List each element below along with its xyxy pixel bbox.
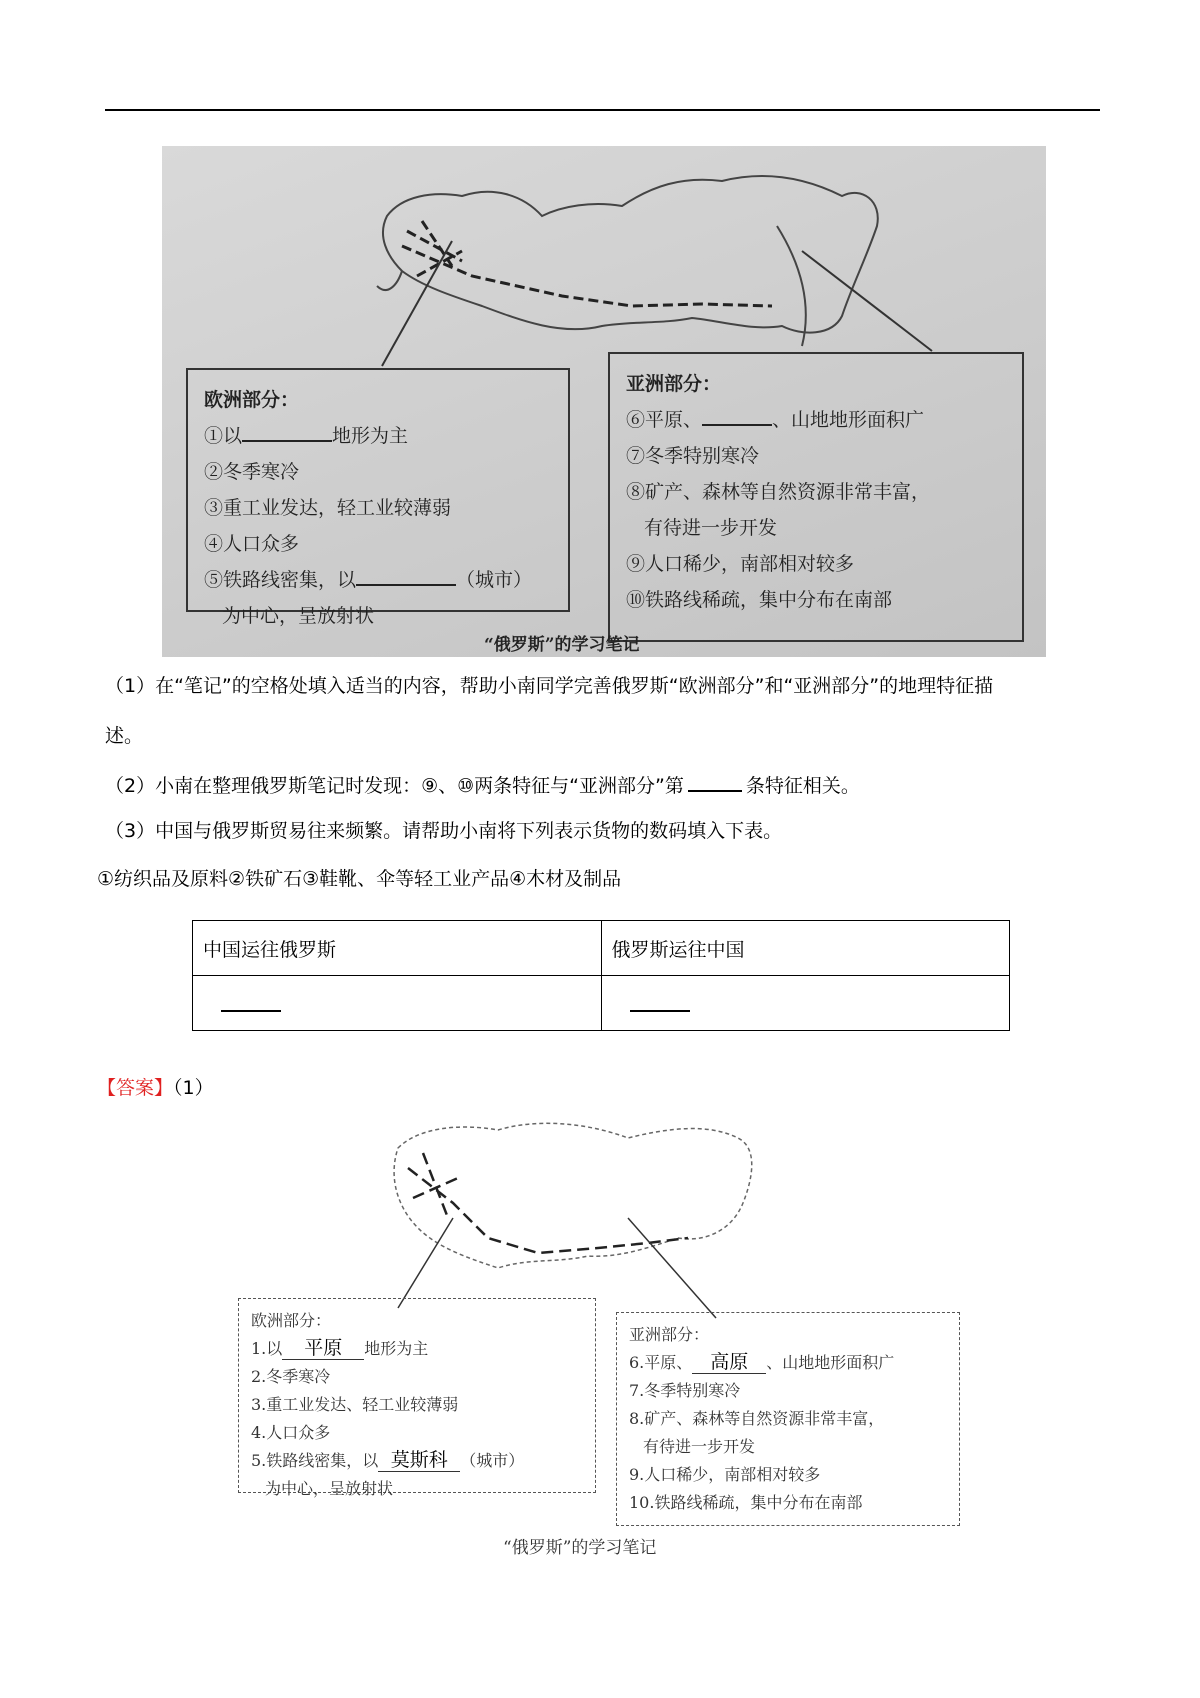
answer-asia-note-3: 8.矿产、森林等自然资源非常丰富， (629, 1409, 885, 1428)
answer-europe-note-2: 2.冬季寒冷 (251, 1367, 331, 1386)
answer-asia-note-2: 7.冬季特别寒冷 (629, 1381, 741, 1400)
table-row (193, 976, 1010, 1031)
question-3: （3）中国与俄罗斯贸易往来频繁。请帮助小南将下列表示货物的数码填入下表。 (105, 820, 783, 842)
asia-note-7: ⑦冬季特别寒冷 (626, 445, 760, 467)
asia-note-8: ⑧矿产、森林等自然资源非常丰富， (626, 481, 931, 503)
table-row (193, 921, 1010, 976)
answer-asia-box (616, 1312, 960, 1526)
question-1-continuation: 述。 (105, 725, 144, 747)
answer-fill-plateau: 高原 (692, 1351, 766, 1374)
trade-table (192, 920, 1010, 1031)
europe-note-5-cont: 为中心，呈放射状 (222, 605, 375, 627)
figure1-caption: “俄罗斯”的学习笔记 (484, 635, 640, 655)
asia-notes-box (608, 352, 1024, 642)
answer-heading (97, 1073, 214, 1100)
europe-note-1: ①以 地形为主 (204, 425, 409, 447)
question-2-blank (688, 770, 742, 792)
answer-europe-note-4: 4.人口众多 (251, 1423, 331, 1442)
answer-asia-note-1: 6.平原、 高原 、山地地形面积广 (629, 1351, 895, 1373)
europe-notes-box (186, 368, 570, 627)
answer-europe-note-3: 3.重工业发达、轻工业较薄弱 (251, 1395, 459, 1414)
russia-notes-figure-photo (162, 146, 1046, 657)
asia-note-8-cont: 有待进一步开发 (644, 517, 778, 539)
table-cell-russia-blank (601, 976, 1010, 1031)
answer-asia-note-6: 10.铁路线稀疏，集中分布在南部 (629, 1493, 863, 1512)
asia-box-title: 亚洲部分： (626, 373, 722, 395)
answer-asia-note-4: 有待进一步开发 (643, 1437, 756, 1456)
europe-note-4: ④人口众多 (204, 533, 300, 555)
goods-list: ①纺织品及原料②铁矿石③鞋靴、伞等轻工业产品④木材及制品 (97, 868, 622, 890)
answer-europe-title: 欧洲部分： (251, 1311, 332, 1330)
answer-europe-box (238, 1298, 596, 1498)
question-2: （2）小南在整理俄罗斯笔记时发现：⑨、⑩两条特征与“亚洲部分”第 条特征相关。 (105, 770, 860, 800)
europe-box-title: 欧洲部分： (204, 389, 300, 411)
table-cell-china-blank (193, 976, 602, 1031)
europe-note-2: ②冬季寒冷 (204, 461, 300, 483)
asia-note-6: ⑥平原、 、山地地形面积广 (626, 409, 925, 431)
russia-notes-answer-figure (238, 1108, 966, 1563)
asia-note-10: ⑩铁路线稀疏，集中分布在南部 (626, 589, 893, 611)
table-header-china-to-russia: 中国运往俄罗斯 (193, 921, 602, 976)
figure2-caption: “俄罗斯”的学习笔记 (503, 1538, 657, 1558)
answer-europe-note-6: 为中心，呈放射状 (265, 1479, 394, 1498)
asia-note-9: ⑨人口稀少，南部相对较多 (626, 553, 855, 575)
europe-note-5: ⑤铁路线密集，以 （城市） (204, 569, 533, 591)
header-rule (105, 109, 1100, 111)
question-1: （1）在“笔记”的空格处填入适当的内容，帮助小南同学完善俄罗斯“欧洲部分”和“亚洲部分”的地理特征描 (105, 675, 994, 697)
answer-label: 【答案】 (97, 1077, 174, 1099)
answer-europe-note-1: 1.以 平原 地形为主 (251, 1337, 429, 1359)
table-header-russia-to-china: 俄罗斯运往中国 (601, 921, 1010, 976)
answer-part: （1） (173, 1077, 214, 1099)
answer-fill-moscow: 莫斯科 (378, 1449, 460, 1472)
answer-asia-title: 亚洲部分： (629, 1325, 710, 1344)
answer-europe-note-5: 5.铁路线密集，以 莫斯科 （城市） (251, 1449, 525, 1471)
answer-fill-plain: 平原 (282, 1337, 364, 1360)
answer-asia-note-5: 9.人口稀少，南部相对较多 (629, 1465, 821, 1484)
europe-note-3: ③重工业发达，轻工业较薄弱 (204, 497, 452, 519)
